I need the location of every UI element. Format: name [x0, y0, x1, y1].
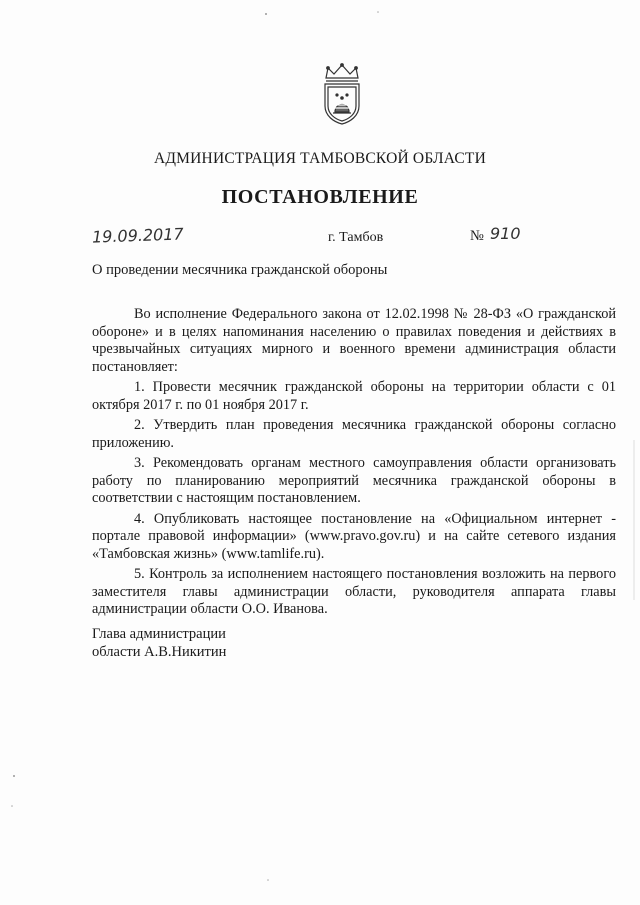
document-type-title: ПОСТАНОВЛЕНИЕ: [221, 186, 419, 208]
signer-name: области А.В.Никитин: [92, 644, 227, 660]
document-body: [92, 306, 616, 619]
document-subject: О проведении месячника гражданской обороны: [92, 262, 388, 278]
agency-name: АДМИНИСТРАЦИЯ ТАМБОВСКОЙ ОБЛАСТИ: [154, 150, 486, 167]
document-date: 19.09.2017: [91, 224, 184, 247]
list-item: 4. Опубликовать настоящее постановление на «Официальном интернет - портале правовой информации» (www.pravo.gov.ru) и на сайте сетевого издания «Тамбовская жизнь» (www.tamlife.ru).: [92, 510, 616, 562]
list-item: 5. Контроль за исполнением настоящего постановления возложить на первого заместителя главы администрации области, руководителя аппарата главы администрации области О.О. Иванова.: [92, 566, 616, 617]
signature-block: [92, 625, 226, 661]
document-number: 910: [490, 224, 521, 243]
preamble-paragraph: Во исполнение Федерального закона от 12.02.1998 № 28-ФЗ «О гражданской обороне» и в целях напоминания населению о правилах поведения и действиях в чрезвычайных ситуациях мирного и военного времени администрация области постановляет:: [92, 306, 616, 375]
number-sign: №: [470, 228, 484, 244]
tambov-coat-of-arms-icon: [318, 62, 366, 126]
list-item: 3. Рекомендовать органам местного самоуправления области организовать работу по планированию мероприятий месячника гражданской обороны в соответствии с настоящим постановлением.: [92, 455, 616, 506]
list-item: 1. Провести месячник гражданской обороны на территории области с 01 октября 2017 г. по 01 ноября 2017 г.: [92, 379, 616, 413]
list-item: 2. Утвердить план проведения месячника гражданской обороны согласно приложению.: [92, 417, 616, 451]
city-label: г. Тамбов: [328, 230, 384, 245]
signer-title: Глава администрации: [92, 626, 226, 642]
